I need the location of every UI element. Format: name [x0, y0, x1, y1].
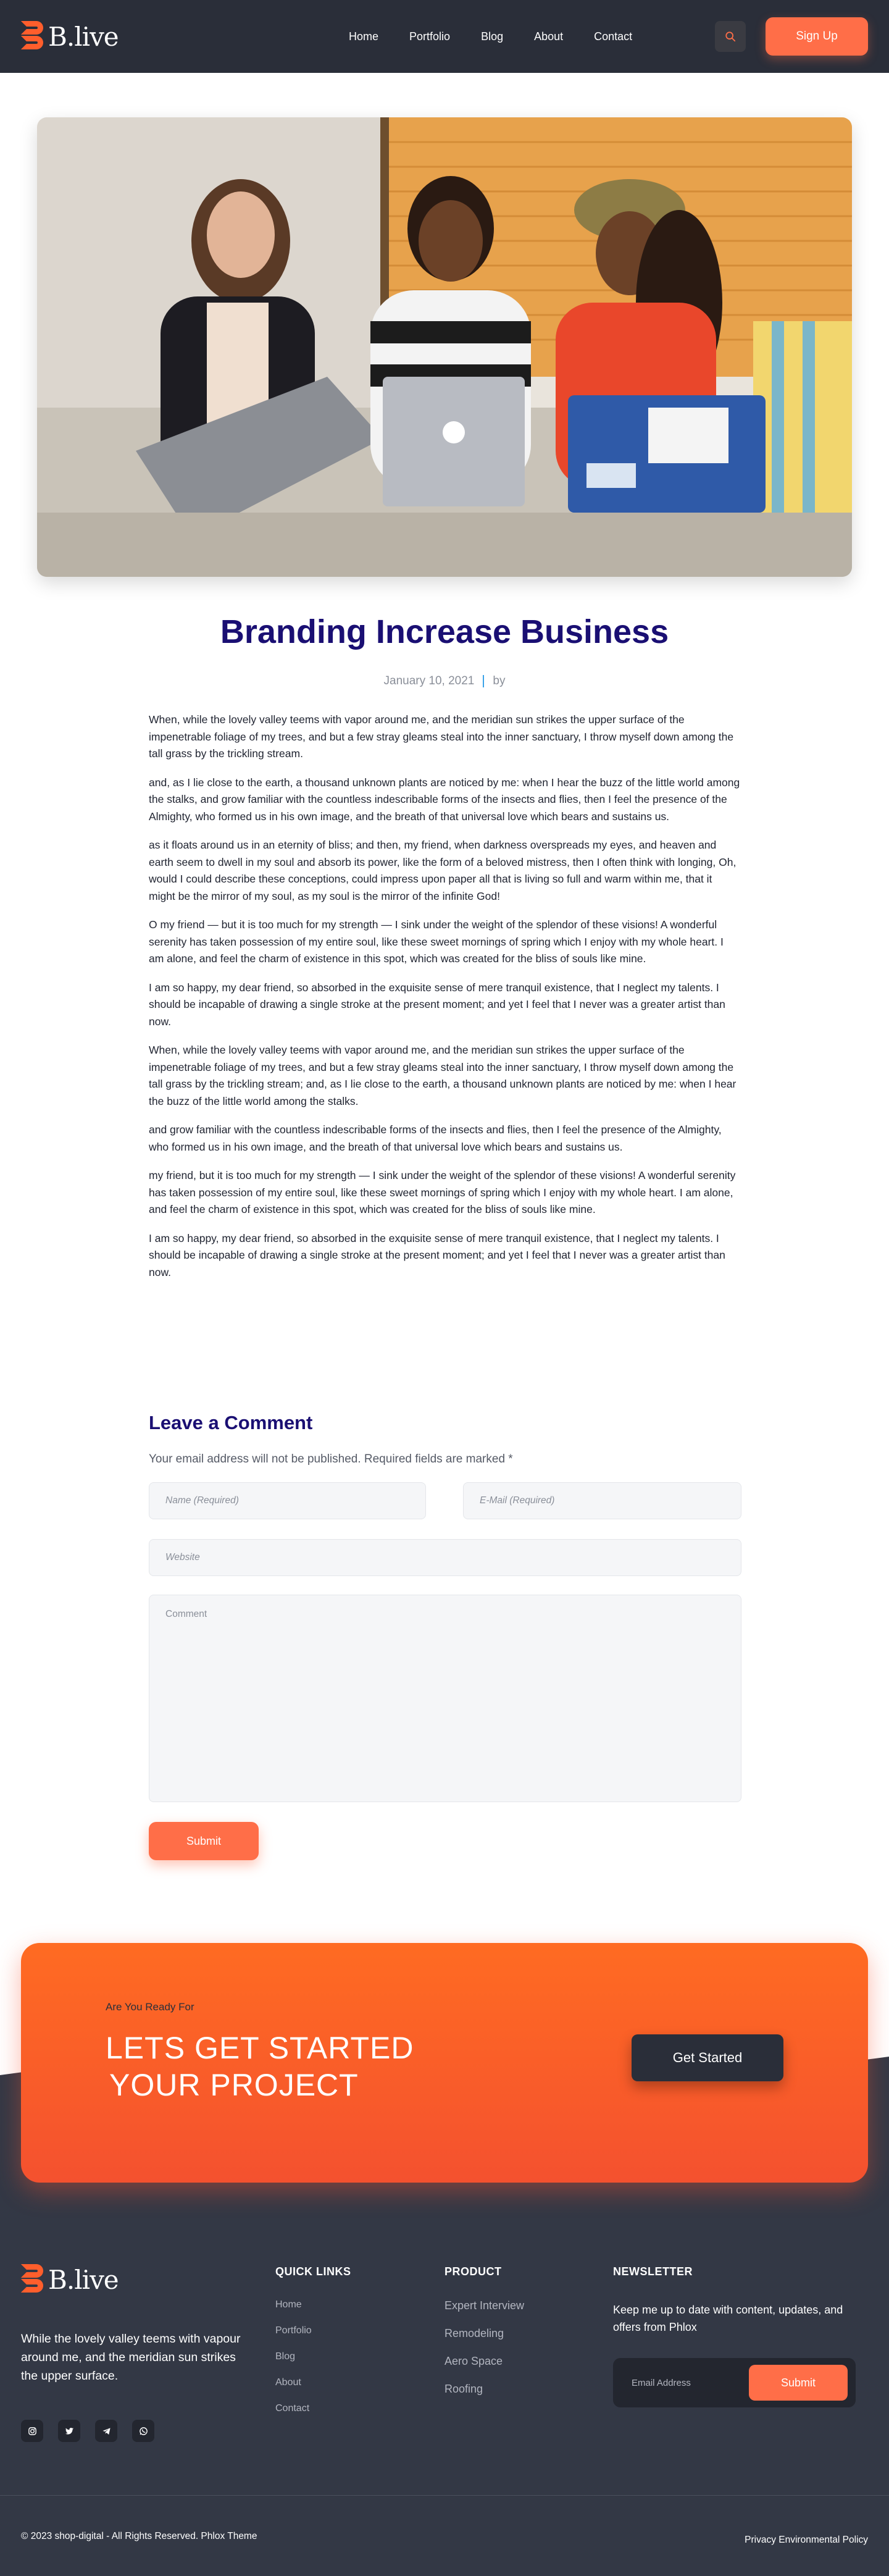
social-links: [21, 2420, 154, 2442]
newsletter-form: [613, 2358, 856, 2407]
footer-link-contact[interactable]: Contact: [275, 2403, 310, 2414]
whatsapp-icon: [139, 2427, 148, 2436]
nav-contact[interactable]: Contact: [594, 30, 633, 43]
post-paragraph: and grow familiar with the countless indescribable forms of the insects and flies, then I feel the presence of the Almighty, who formed us in his own image, and the breath of that universal love which bears and sustains us.: [149, 1123, 722, 1153]
comment-note: Your email address will not be published. Required fields are marked *: [149, 1453, 513, 1466]
email-field[interactable]: E-Mail (Required): [463, 1482, 741, 1519]
copyright-text: © 2023 shop-digital - All Rights Reserved. Phlox Theme: [21, 2531, 257, 2541]
search-button[interactable]: [715, 21, 746, 52]
twitter-button[interactable]: [58, 2420, 80, 2442]
post-content: [149, 711, 741, 1293]
telegram-icon: [102, 2427, 111, 2436]
comment-title: Leave a Comment: [149, 1412, 313, 1433]
website-field[interactable]: Website: [149, 1539, 741, 1576]
footer-link-remodeling[interactable]: Remodeling: [444, 2327, 504, 2339]
comment-submit-button[interactable]: Submit: [149, 1822, 259, 1860]
footer-link-blog[interactable]: Blog: [275, 2351, 296, 2362]
footer-link-aero-space[interactable]: Aero Space: [444, 2355, 503, 2367]
twitter-icon: [65, 2427, 74, 2436]
newsletter-email-input[interactable]: Email Address: [632, 2377, 691, 2388]
main-nav: [349, 0, 663, 73]
whatsapp-button[interactable]: [132, 2420, 154, 2442]
privacy-policy-link[interactable]: Privacy Environmental Policy: [745, 2535, 868, 2545]
instagram-icon: [28, 2427, 37, 2436]
site-logo[interactable]: [21, 17, 119, 56]
logo-mark-icon: [21, 2262, 46, 2297]
post-paragraph: When, while the lovely valley teems with vapor around me, and the meridian sun strikes the upper surface of the impenetrable foliage of my trees, and but a few stray gleams steal into the inner sanctuary, I throw myself down among the tall grass by the trickling stream; and, as I lie close to the earth, a thousand unknown plants are noticed by me: when I hear the buzz of the little world among the stalks.: [149, 1044, 737, 1107]
footer-newsletter: [613, 2265, 693, 2299]
footer-logo-text: B.live: [48, 2264, 119, 2295]
post-paragraph: When, while the lovely valley teems with vapor around me, and the meridian sun strikes the upper surface of the impenetrable foliage of my trees, and but a few stray gleams steal into the inner sanctuary, I throw myself down among the tall grass by the trickling stream.: [149, 713, 734, 760]
meta-divider: [483, 675, 484, 687]
cta-heading-line1: LETS GET STARTED: [106, 2031, 414, 2065]
footer-description: While the lovely valley teems with vapour around me, and the meridian sun strikes the upper surface.: [21, 2332, 241, 2383]
comment-textarea[interactable]: Comment: [149, 1595, 741, 1802]
name-field[interactable]: Name (Required): [149, 1482, 426, 1519]
logo-mark-icon: [21, 19, 46, 54]
footer-link-portfolio[interactable]: Portfolio: [275, 2325, 312, 2336]
product-title: PRODUCT: [444, 2265, 502, 2278]
newsletter-text: Keep me up to date with content, updates, and offers from Phlox: [613, 2304, 843, 2333]
footer-link-about[interactable]: About: [275, 2377, 301, 2388]
footer-quick-links: [275, 2265, 351, 2429]
post-meta: [0, 674, 889, 688]
post-paragraph: I am so happy, my dear friend, so absorbed in the exquisite sense of mere tranquil existence, that I neglect my talents. I should be incapable of drawing a single stroke at the present moment; and yet I feel that I never was a greater artist than now.: [149, 981, 725, 1028]
post-paragraph: I am so happy, my dear friend, so absorbed in the exquisite sense of mere tranquil existence, that I neglect my talents. I should be incapable of drawing a single stroke at the present moment; and yet I feel that I never was a greater artist than now.: [149, 1231, 725, 1278]
footer-logo[interactable]: [21, 2260, 119, 2299]
signup-button[interactable]: Sign Up: [766, 17, 868, 56]
cta-heading-line2: YOUR PROJECT: [109, 2068, 359, 2102]
instagram-button[interactable]: [21, 2420, 43, 2442]
cta-heading: [106, 2029, 414, 2104]
post-paragraph: and, as I lie close to the earth, a thousand unknown plants are noticed by me: when I hear the buzz of the little world among the stalks, and grow familiar with the countless indescribable forms of the insects and flies, then I feel the presence of the Almighty, who formed us in his own image, and the breath of that universal love which bears and sustains us.: [149, 776, 740, 823]
cta-eyebrow: Are You Ready For: [106, 2001, 194, 2013]
quick-links-title: QUICK LINKS: [275, 2265, 351, 2278]
nav-portfolio[interactable]: Portfolio: [409, 30, 451, 43]
footer-product-links: [444, 2265, 524, 2410]
site-header: [0, 0, 889, 73]
post-author: by: [493, 674, 506, 687]
newsletter-submit-button[interactable]: Submit: [749, 2365, 848, 2401]
telegram-button[interactable]: [95, 2420, 117, 2442]
post-paragraph: my friend, but it is too much for my strength — I sink under the weight of the splendor of these visions! A wonderful serenity has taken possession of my entire soul, like these sweet mornings of spring which I enjoy with my whole heart. I am alone, and feel the charm of existence in this spot, which was created for the bliss of souls like mine.: [149, 1169, 736, 1215]
footer-link-home[interactable]: Home: [275, 2299, 302, 2310]
logo-text: B.live: [48, 21, 119, 52]
cta-banner: [21, 1943, 868, 2183]
search-icon: [725, 31, 736, 42]
hero-image: [37, 117, 852, 577]
get-started-button[interactable]: Get Started: [632, 2034, 783, 2081]
nav-about[interactable]: About: [534, 30, 564, 43]
footer-link-roofing[interactable]: Roofing: [444, 2383, 483, 2395]
post-date: January 10, 2021: [383, 674, 475, 687]
footer-divider: [0, 2495, 889, 2496]
post-title: Branding Increase Business: [220, 613, 669, 650]
post-paragraph: O my friend — but it is too much for my strength — I sink under the weight of the splendor of these visions! A wonderful serenity has taken possession of my entire soul, like these sweet mornings of spring which I enjoy with my whole heart. I am alone, and feel the charm of existence in this spot, which was created for the bliss of souls like mine.: [149, 918, 724, 965]
nav-blog[interactable]: Blog: [481, 30, 504, 43]
post-paragraph: as it floats around us in an eternity of bliss; and then, my friend, when darkness overspreads my eyes, and heaven and earth seem to dwell in my soul and absorb its power, like the form of a beloved mistress, then I often think with longing, Oh, would I could describe these conceptions, could impress upon paper all that is living so full and warm within me, that it might be the mirror of my soul, as my soul is the mirror of the infinite God!: [149, 839, 737, 902]
newsletter-title: NEWSLETTER: [613, 2265, 693, 2278]
footer-link-expert-interview[interactable]: Expert Interview: [444, 2299, 525, 2312]
nav-home[interactable]: Home: [349, 30, 379, 43]
